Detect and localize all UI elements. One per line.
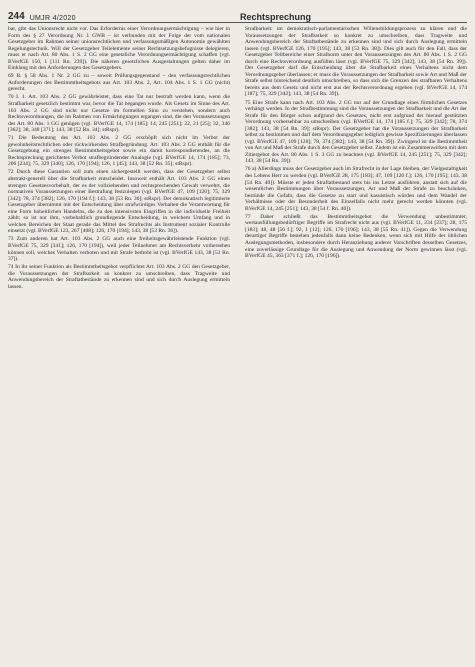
paragraph: bar, gibt das Unionsrecht nicht vor. Das Erfordernis einer Verordnungsermächtigung – wie hier in Form des § 27 Verordnung Nr. 1 GWB – ist verbunden mit der Folge der vom nationalen Gesetzgeber im Rahmen seiner unionsrechtlichen und verfassungsmäßigen Autonomie gewählten Regelungstechnik. Will der Gesetzgeber Teilelemente seiner Rechtsetzungsbefugnisse delegieren, muss er nach Art. 80 Abs. 1 S. 2 GG eine gesetzliche Verordnungsermächtigung schaffen (vgl. BVerfGE 150, 1 [111 Rn. 239]). Die näheren gesetzlichen Ausgestaltungen gelten daher im Einklang mit den Anforderungen des Gesetzgebers. — [8, 26, 230, 72]
right-column — [245, 26, 467, 662]
paragraph: 72 Durch diese Garantien soll zum einen sichergestellt werden, dass der Gesetzgeber selbst abstrakt-generell über die Strafbarkeit entscheidet. Insoweit enthält Art. 103 Abs. 2 GG einen strengen Gesetzesvorbehalt, der es der vollziehenden und rechtsprechenden Gewalt verwehrt, die normativen Voraussetzungen einer Bestrafung festzulegen (vgl. BVerfGE 47, 109 [120]; 75, 329 [342]; 78, 374 [382]; 126, 170 [194 f.]; 143, 38 [53 Rn. 36]; stRspr). Der demokratisch legitimierte Gesetzgeber übernimmt mit der Entscheidung über strafwürdiges Verhalten die Verantwortung für eine Form hoheitlichen Handelns, die zu den intensivsten Eingriffen in die individuelle Freiheit zählt; so ist nur ihm, vorbehaltlich grundlegende Entscheidung, in welchem Umfang und in welchen Bereichen der Staat gerade das Mittel des Strafrechts als Instrument sozialer Kontrolle einsetzt (vgl. BVerfGE 123, 267 [408]; 126, 170 [194]; 143, 38 [53 Rn. 36]). — [8, 169, 230, 235]
section-title: Rechtsprechung — [240, 12, 312, 22]
paragraph: 77 Daher schließt das Bestimmtheitsgebot die Verwendung unbestimmter, wertausfüllungsbedürftiger Begriffe im Strafrecht nicht aus (vgl. BVerfGE 11, 234 [237]; 28, 175 [183]; 48, 48 [56 f.]; 92, 1 [12]; 126, 170 [196]; 143, 38 [55 Rn. 41]). Gegen die Verwendung derartiger Begriffe bestehen jedenfalls dann keine Bedenken, wenn sich mit Hilfe der üblichen Auslegungsmethoden, insbesondere durch Heranziehung anderer Vorschriften desselben Gesetzes, eine zuverlässige Grundlage für die Auslegung und Anwendung der Norm gewinnen lässt (vgl. BVerfGE 45, 363 [371 f.]; 126, 170 [196]). — [245, 213, 467, 260]
page-number: 244 — [8, 11, 25, 22]
paragraph: 76 a) Allerdings muss der Gesetzgeber auch im Strafrecht in der Lage bleiben, der Vielgestaltigkeit des Lebens Herr zu werden (vgl. BVerfGE 28, 175 [183]; 47, 109 [120 f.]; 126, 170 [195]; 143, 38 [54 Rn. 40]). Müsste er jeden Straftatbestand stets bis ins Letzte ausführen, anstatt sich auf die wesentlichen Bestimmungen über Voraussetzungen, Art und Maß der Strafe zu beschränken, bestünde die Gefahr, dass die Gesetze zu starr und kasuistisch würden und dem Wandel der Verhältnisse oder der Besonderheit des Einzelfalls nicht mehr gerecht werden könnten (vgl. BVerfGE 14, 245 [251]; 143, 38 [54 f. Rn. 40]). — [245, 166, 467, 212]
page-header — [8, 6, 467, 22]
paragraph: 69 B. § 58 Abs. 1 Nr. 2 GG zu – soweit Prüfungsgegenstand – den verfassungsrechtlichen Anforderungen des Bestimmtheitsgebots aus Art. 103 Abs. 2, Art. 104 Abs. 1 S. 1 GG (nicht) gerecht. — [8, 73, 230, 93]
paragraph: 73 Zum anderen hat Art. 103 Abs. 2 GG auch eine freiheitsgewährleistende Funktion (vgl. BVerfGE 75, 329 [341]; 126, 170 [194]), weil jeder Teilnehmer am Rechtsverkehr vorhersehen können soll, welches Verhalten verboten und mit Strafe bedroht ist (vgl. BVerfGE 143, 38 [53 Rn. 37]). — [8, 236, 230, 263]
paragraph: 70 I. 1. Art. 103 Abs. 2 GG gewährleistet, dass eine Tat nur bestraft werden kann, wenn die Strafbarkeit gesetzlich bestimmt war, bevor die Tat begangen wurde. Als Gesetz im Sinne des Art. 103 Abs. 2 GG sind nicht nur Gesetze im formellen Sinn zu verstehen, sondern auch Rechtsverordnungen, die im Rahmen von Ermächtigungen ergangen sind, die den Voraussetzungen des Art. 80 Abs. 1 GG genügen (vgl. BVerfGE 14, 174 [185]; 14, 245 [251]; 22, 21 [25]; 32, 346 [362]; 38, 348 [371]; 143, 38 [52 Rn. 34]; stRspr). — [8, 94, 230, 134]
paragraph: 75 Eine Strafe kann nach Art. 103 Abs. 2 GG nur auf der Grundlage eines förmlichen Gesetzes verhängt werden. In der Strafbestimmung sind die Voraussetzungen der Strafbarkeit und die Art der Strafe für den Bürger schon aufgrund des Gesetzes, nicht erst aufgrund der hierauf gestützten Verordnung vorhersehbar zu umschreiben (vgl. BVerfGE 14, 174 [185 f.]; 75, 329 [342]; 78, 374 [382]; 143, 38 [54 Rn. 39]; stRspr). Der Gesetzgeber hat die Voraussetzungen der Strafbarkeit selbst zu bestimmen und darf dem Verordnungsgeber lediglich gewisse Spezifizierungen überlassen (vgl. BVerfGE 47, 109 [120]; 78, 374 [382]; 143, 38 [54 Rn. 39]). Zwingend ist die Bestimmtheit von Art und Maß der Strafe durch den Gesetzgeber selbst. Zudem ist ein Zusammenwirken mit dem Zitiergebot des Art. 80 Abs. 1 S. 3 GG zu beachten (vgl. BVerfGE 14, 245 [251]; 75, 329 [342]; 143, 38 [54 Rn. 39]). — [245, 99, 467, 165]
paragraph: 74 In ihr seiner Funktion als Bestimmtheitsgebot verpflichtet Art. 103 Abs. 2 GG den Gesetzgeber, die Voraussetzungen der Strafbarkeit so konkret zu umschreiben, dass Tragweite und Anwendungsbereich der Straftatbestände zu erkennen sind und sich durch Auslegung ermitteln lassen. — [8, 264, 230, 290]
text-columns — [8, 26, 467, 662]
paragraph: Strafbarkeit: im demokratisch-parlamentarischen Willensbildungsprozess zu klären und die Voraussetzungen der Strafbarkeit so konkret zu umschreiben, dass Tragweite und Anwendungsbereich der Straftatbestände zu erkennen sind und sich durch Auslegung ermitteln lassen (vgl. BVerfGE 126, 170 [195]; 143, 38 [53 Rn. 38]). Dies gilt auch für den Fall, dass der Gesetzgeber Teilbereiche einer Strafnorm unter den Voraussetzungen des Art. 80 Abs. 1 S. 2 GG durch eine Rechtsverordnung ausfüllen lässt (vgl. BVerfGE 75, 329 [342]; 143, 38 [54 Rn. 39]). Der Gesetzgeber darf die Entscheidung über die Strafbarkeit eines Verhaltens nicht dem Verordnungsgeber überlassen; er muss die Voraussetzungen der Strafbarkeit sowie Art und Maß der Strafe selbst hinreichend deutlich umschreiben, so dass sich die Grenzen des strafbaren Verhaltens bereits aus dem Gesetz und nicht erst aus der Rechtsverordnung ergeben (vgl. BVerfGE 14, 174 [187]; 75, 329 [342]; 143, 38 [54 Rn. 39]). — [245, 26, 467, 98]
header-rule — [8, 22, 467, 23]
journal-name: UMJR 4/2020 — [29, 15, 76, 22]
paragraph: 71 Die Bedeutung des Art. 103 Abs. 2 GG erschöpft sich nicht im Verbot der gewohnheitsrechtlichen oder rückwirkenden Strafbegründung. Art. 103 Abs. 2 GG enthält für die Gesetzgebung ein strenges Bestimmtheitsgebot sowie ein damit korrespondierendes, an die Rechtsprechung gerichtetes Verbot strafbegründender Analogie (vgl. BVerfGE 14, 174 [185]; 73, 206 [234]; 75, 329 [340]; 126, 170 [194]; 126, 1 [45]; 143, 38 [52 Rn. 35]; stRspr). — [8, 135, 230, 168]
left-column — [8, 26, 230, 662]
